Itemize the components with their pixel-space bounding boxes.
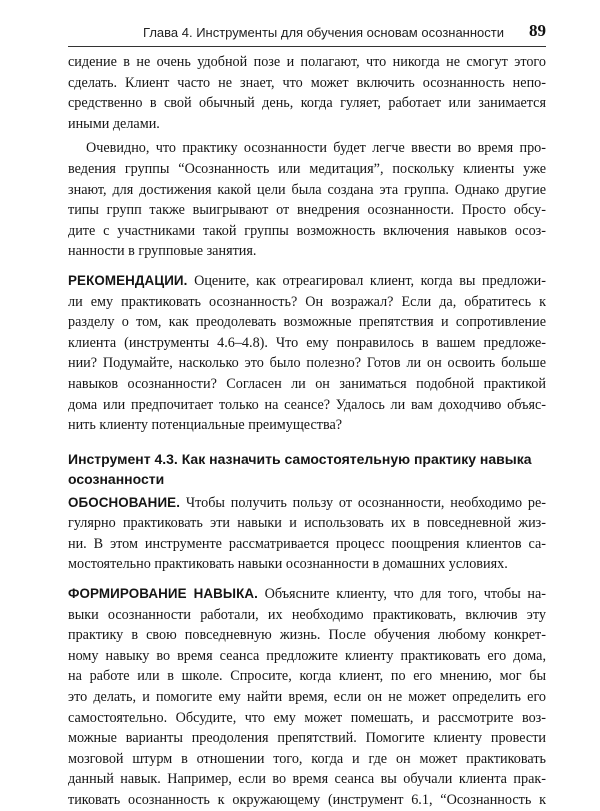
- text-run: Оцените, как отреагировал клиент, когда вы предложи-: [187, 272, 546, 289]
- text-line: нии? Подумайте, насколько это было полезно? Готов ли он освоить больше: [68, 355, 546, 372]
- text-line: выки осознанности работали, их необходимо практиковать, включив эту: [68, 606, 546, 623]
- text-line: мозговой штурм в отношении того, когда и где он может практиковать: [68, 750, 546, 767]
- text-line: клиента (инструменты 4.6–4.8). Что ему понравилось в вашем предложе-: [68, 334, 546, 351]
- paragraph-continuation: [68, 52, 546, 134]
- section-heading: [68, 449, 546, 489]
- text-line: данный навык. Например, если во время сеанса вы обучали клиента прак-: [68, 771, 546, 788]
- text-line: тиковать осознанность к окружающему (инструмент 6.1, “Осознанность к: [68, 792, 546, 808]
- text-line: это делать, и помогите ему найти время, если он не может определить его: [68, 689, 546, 706]
- paragraph: [68, 138, 546, 262]
- text-run: Объясните клиенту, что для того, чтобы на-: [257, 586, 546, 603]
- text-run: Чтобы получить пользу от осознанности, необходимо ре-: [180, 494, 546, 511]
- text-line: ли ему практиковать осознанность? Он возражал? Если да, обратитесь к: [68, 293, 546, 310]
- text-line: Очевидно, что практику осознанности будет легче ввести во время про-: [86, 140, 546, 157]
- text-line: нить клиенту потенциальные преимущества?: [68, 417, 343, 434]
- chapter-title: Глава 4. Инструменты для обучения основам осознанности: [143, 25, 504, 40]
- text-line: типы групп также выигрывают от внедрения осознанности. Просто обсу-: [68, 202, 546, 219]
- text-line: мостоятельно практиковать навыки осознанности в домашних условиях.: [68, 556, 508, 573]
- text-line: навыков осознанности? Согласен ли он заниматься подобной практикой: [68, 375, 546, 392]
- text-line: сидение в не очень удобной позе и полагают, что никогда не смогут этого: [68, 54, 546, 70]
- text-line: [68, 493, 546, 514]
- text-line: знают, для достижения какой цели была создана эта группа. Однако другие: [68, 181, 546, 198]
- text-line: можные варианты преодоления препятствий. Помогите клиенту провести: [68, 730, 546, 747]
- rationale-paragraph: [68, 493, 546, 575]
- skill-formation-lead: ФОРМИРОВАНИЕ НАВЫКА.: [68, 586, 258, 602]
- text-line: самостоятельно. Обсудите, что ему может помешать, и рассмотрите воз-: [68, 709, 546, 726]
- body-text: [68, 52, 546, 811]
- header-rule: [68, 46, 546, 47]
- recommendations-paragraph: [68, 271, 546, 436]
- text-line: практику в свою повседневную жизнь. После обучения любому конкрет-: [68, 627, 546, 644]
- heading-line: Инструмент 4.3. Как назначить самостоятельную практику навыка: [68, 450, 532, 467]
- text-line: сделать. Клиент часто не знает, что может включить осознанность непо-: [68, 74, 546, 91]
- text-line: [68, 271, 546, 292]
- text-line: разделу о том, как преодолевать возможные препятствия и сопротивление: [68, 314, 546, 331]
- page-number: 89: [529, 21, 546, 40]
- text-line: иными делами.: [68, 115, 160, 132]
- text-line: дите с участниками такой группы возможность включения навыков осоз-: [68, 222, 546, 239]
- text-line: средственно в свой обычный день, когда гуляет, работает или занимается: [68, 95, 546, 112]
- rationale-lead: ОБОСНОВАНИЕ.: [68, 494, 181, 510]
- text-line: ни. В этом инструменте рассматривается процесс поощрения клиентов са-: [68, 535, 546, 552]
- text-line: нанности в групповые занятия.: [68, 243, 257, 260]
- text-line: ному навыку во время сеанса предложите клиенту практиковать его дома,: [68, 647, 546, 664]
- text-line: ведения группы “Осознанность или медитация”, поскольку клиенты уже: [68, 160, 546, 177]
- text-line: гулярно практиковать эти навыки и использовать их в повседневной жиз-: [68, 515, 546, 532]
- text-line: на работе или в школе. Спросите, когда клиент, по его мнению, мог бы: [68, 668, 546, 685]
- text-line: [68, 584, 546, 605]
- running-head: [68, 20, 546, 46]
- heading-line: осознанности: [68, 470, 165, 487]
- recommendations-lead: РЕКОМЕНДАЦИИ.: [68, 272, 188, 288]
- text-line: дома или предпочитает только на сеансе? Удалось ли вам доходчиво объяс-: [68, 396, 546, 413]
- skill-formation-paragraph: [68, 584, 546, 811]
